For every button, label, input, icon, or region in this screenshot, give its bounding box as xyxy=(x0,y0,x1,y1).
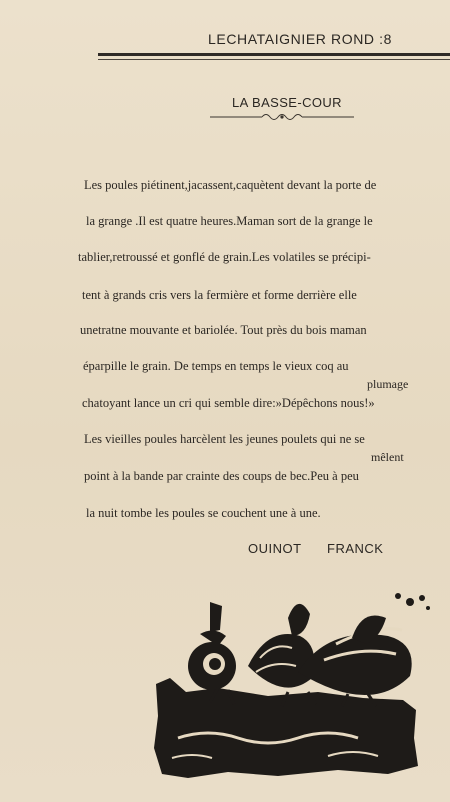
text-line-8: Les vieilles poules harcèlent les jeunes poulets qui ne se xyxy=(84,432,365,446)
text-line-9: point à la bande par crainte des coups de bec.Peu à peu xyxy=(84,469,359,483)
author-first-name: OUINOT xyxy=(248,541,302,556)
title-ornament-icon xyxy=(210,110,354,124)
page-header-title: LECHATAIGNIER ROND :8 xyxy=(208,31,392,47)
text-line-2: la grange .Il est quatre heures.Maman sort de la grange le xyxy=(86,214,373,228)
hens-woodcut-icon xyxy=(148,588,438,784)
text-line-interlinear-2: mêlent xyxy=(371,450,404,464)
header-rule-thin xyxy=(98,59,450,60)
text-line-10: la nuit tombe les poules se couchent une à une. xyxy=(86,506,321,520)
text-line-1: Les poules piétinent,jacassent,caquètent devant la porte de xyxy=(84,178,377,192)
text-line-3: tablier,retroussé et gonflé de grain.Les volatiles se précipi- xyxy=(78,250,371,264)
text-line-5: unetratne mouvante et bariolée. Tout près du bois maman xyxy=(80,323,367,337)
text-line-7: chatoyant lance un cri qui semble dire:»Dépêchons nous!» xyxy=(82,396,375,410)
article-title: LA BASSE-COUR xyxy=(232,95,342,110)
text-line-6: éparpille le grain. De temps en temps le vieux coq au xyxy=(83,359,349,373)
text-line-interlinear-1: plumage xyxy=(367,377,409,391)
header-rule xyxy=(98,53,450,56)
text-line-4: tent à grands cris vers la fermière et forme derrière elle xyxy=(82,288,357,302)
author-last-name: FRANCK xyxy=(327,541,384,556)
